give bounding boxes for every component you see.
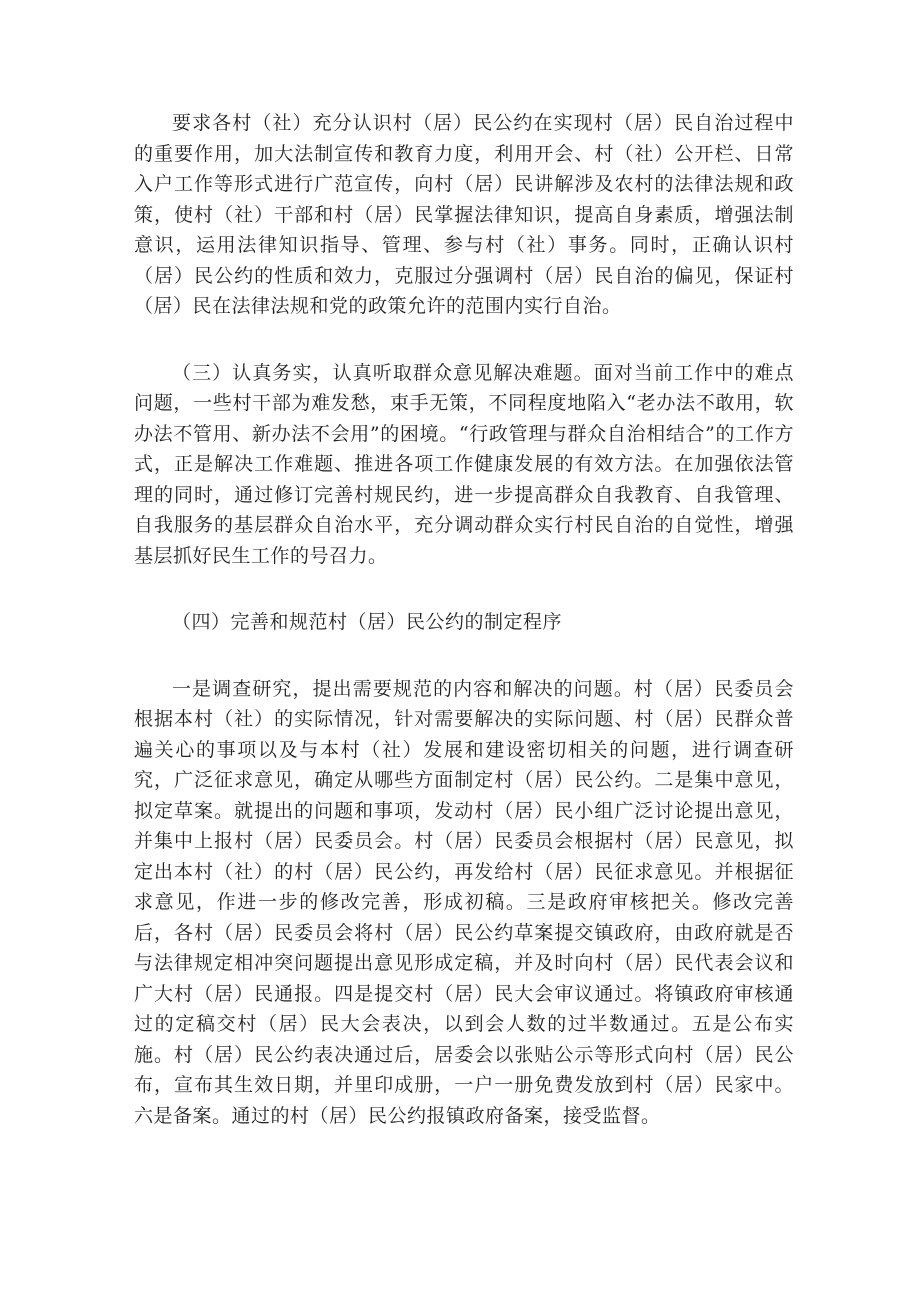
document-body (134, 108, 794, 1167)
paragraph-formulation-procedure: 一是调查研究，提出需要规范的内容和解决的问题。村（居）民委员会根据本村（社）的实际情况，针对需要解决的实际问题、村（居）民群众普遍关心的事项以及与本村（社）发展和建设密切相关的问题，进行调查研究，广泛征求意见，确定从哪些方面制定村（居）民公约。二是集中意见，拟定草案。就提出的问题和事项，发动村（居）民小组广泛讨论提出意见，并集中上报村（居）民委员会。村（居）民委员会根据村（居）民意见，拟定出本村（社）的村（居）民公约，再发给村（居）民征求意见。并根据征求意见，作进一步的修改完善，形成初稿。三是政府审核把关。修改完善后，各村（居）民委员会将村（居）民公约草案提交镇政府，由政府就是否与法律规定相冲突问题提出意见形成定稿，并及时向村（居）民代表会议和广大村（居）民通报。四是提交村（居）民大会审议通过。将镇政府审核通过的定稿交村（居）民大会表决，以到会人数的过半数通过。五是公布实施。村（居）民公约表决通过后，居委会以张贴公示等形式向村（居）民公布，宣布其生效日期，并里印成册，一户一册免费发放到村（居）民家中。六是备案。通过的村（居）民公约报镇政府备案，接受监督。 (134, 677, 794, 1127)
section-four-heading: （四）完善和规范村（居）民公约的制定程序 (172, 611, 563, 633)
paragraph-section-three: （三）认真务实，认真听取群众意见解决难题。面对当前工作中的难点问题，一些村干部为难发愁，束手无策，不同程度地陷入“老办法不敢用，软办法不管用、新办法不会用”的困境。“行政管理与群众自治相结合”的工作方式，正是解决工作难题、推进各项工作健康发展的有效方法。在加强依法管理的同时，通过修订完善村规民约，进一步提高群众自我教育、自我管理、自我服务的基层群众自治水平，充分调动群众实行村民自治的自觉性，增强基层抓好民生工作的号召力。 (134, 361, 794, 567)
paragraph-village-covenant-awareness: 要求各村（社）充分认识村（居）民公约在实现村（居）民自治过程中的重要作用，加大法制宣传和教育力度，利用开会、村（社）公开栏、日常入户工作等形式进行广范宣传，向村（居）民讲解涉及农村的法律法规和政策，使村（社）干部和村（居）民掌握法律知识，提高自身素质，增强法制意识，运用法律知识指导、管理、参与村（社）事务。同时，正确认识村（居）民公约的性质和效力，克服过分强调村（居）民自治的偏见，保证村（居）民在法律法规和党的政策允许的范围内实行自治。 (134, 112, 794, 317)
